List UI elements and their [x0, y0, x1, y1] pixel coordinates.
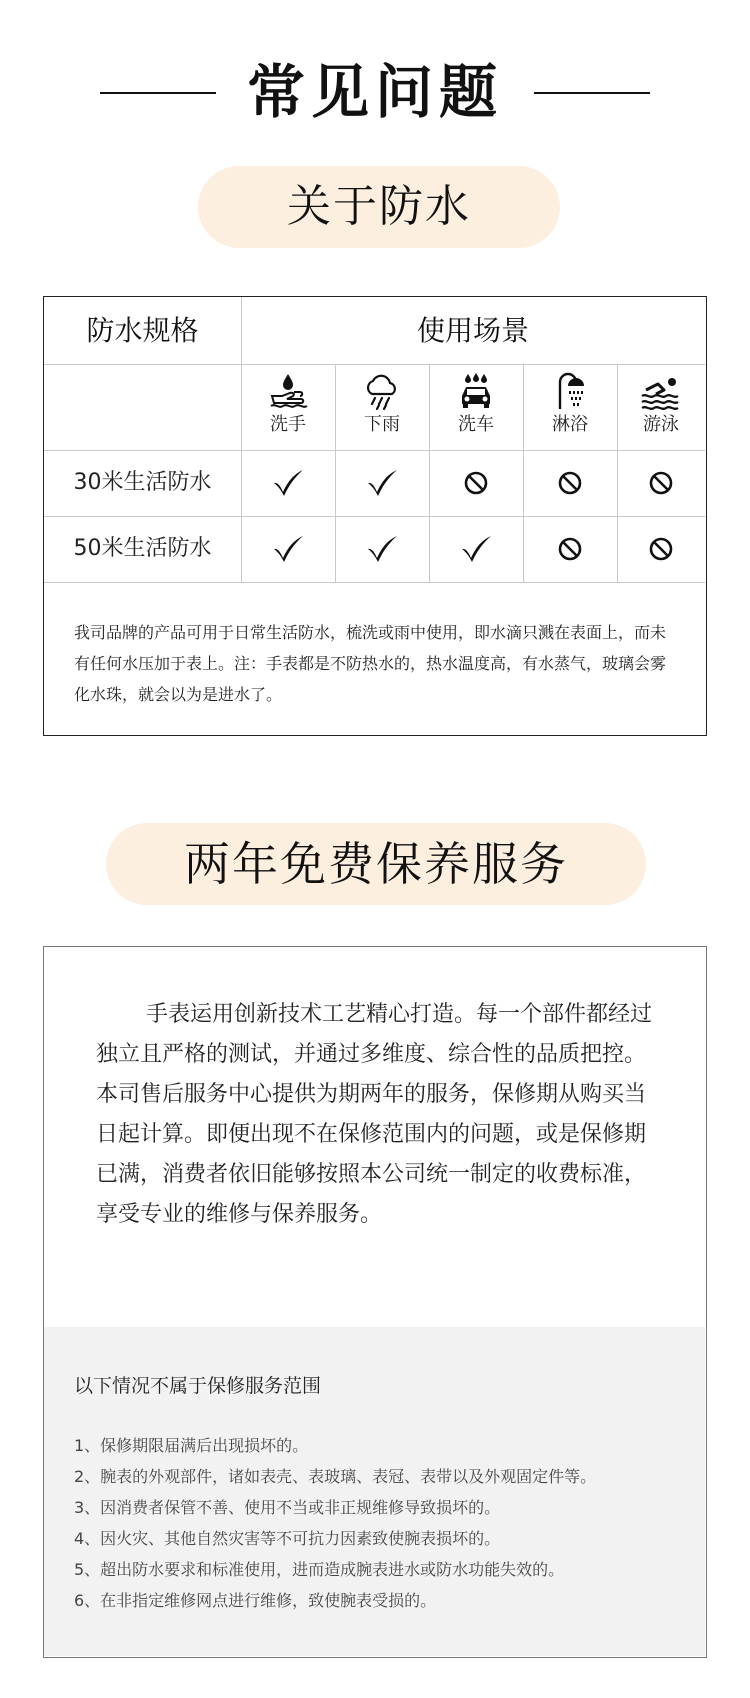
exclusions-title: 以下情况不属于保修服务范围 — [74, 1375, 322, 1397]
header-scene: 使用场景 — [416, 314, 529, 347]
row-label-30m: 30米生活防水 — [73, 470, 212, 495]
not-allowed-icon — [617, 516, 705, 582]
check-mark-icon — [335, 516, 429, 582]
swimming-icon — [617, 372, 705, 410]
check-mark-icon — [241, 450, 335, 516]
not-allowed-icon — [429, 450, 523, 516]
scene-rain — [335, 372, 429, 436]
waterproof-note: 我司品牌的产品可用于日常生活防水，梳洗或雨中使用，即水滴只溅在表面上，而未有任何水压加于表上。注：手表都是不防热水的，热水温度高，有水蒸气，玻璃会雾化水珠，就会以为是进水了。 — [74, 623, 667, 704]
scene-hand-wash — [241, 372, 335, 436]
section-title-waterproof: 关于防水 — [198, 166, 560, 248]
not-allowed-icon — [617, 450, 705, 516]
scene-label: 下雨 — [364, 414, 400, 435]
list-item: 2、腕表的外观部件，诸如表壳、表玻璃、表冠、表带以及外观固定件等。 — [74, 1467, 597, 1486]
not-allowed-icon — [523, 450, 617, 516]
table-divider — [44, 582, 705, 583]
header-spec: 防水规格 — [86, 314, 199, 347]
scene-shower — [523, 372, 617, 436]
not-allowed-icon — [523, 516, 617, 582]
waterproof-table — [43, 296, 707, 736]
scene-label: 游泳 — [643, 414, 679, 435]
scene-car-wash — [429, 372, 523, 436]
scene-swimming — [617, 372, 705, 436]
list-item: 5、超出防水要求和标准使用，进而造成腕表进水或防水功能失效的。 — [74, 1560, 565, 1579]
warranty-description — [96, 995, 661, 1235]
warranty-paragraph-1: 手表运用创新技术工艺精心打造。每一个部件都经过独立且严格的测试，并通过多维度、综合性的品质把控。 — [96, 1002, 653, 1067]
section-title-warranty: 两年免费保养服务 — [106, 823, 646, 905]
hand-wash-icon — [241, 372, 335, 410]
check-mark-icon — [429, 516, 523, 582]
row-label-50m: 50米生活防水 — [73, 536, 212, 561]
scene-label: 洗手 — [270, 414, 306, 435]
list-item: 3、因消费者保管不善、使用不当或非正规维修导致损坏的。 — [74, 1498, 501, 1517]
warranty-paragraph-2: 本司售后服务中心提供为期两年的服务，保修期从购买当日起计算。即便出现不在保修范围内的问题，或是保修期已满，消费者依旧能够按照本公司统一制定的收费标准，享受专业的维修与保养服务。 — [96, 1082, 647, 1227]
exclusions-panel — [44, 1327, 705, 1656]
warranty-box — [43, 946, 707, 1658]
list-item: 4、因火灾、其他自然灾害等不可抗力因素致使腕表损坏的。 — [74, 1529, 501, 1548]
table-divider — [44, 364, 705, 365]
list-item: 6、在非指定维修网点进行维修，致使腕表受损的。 — [74, 1591, 437, 1610]
shower-icon — [523, 372, 617, 410]
rain-cloud-icon — [335, 372, 429, 410]
scene-label: 洗车 — [458, 414, 494, 435]
exclusions-list — [74, 1430, 596, 1616]
page-title: 常见问题 — [246, 58, 503, 126]
list-item: 1、保修期限届满后出现损坏的。 — [74, 1436, 309, 1455]
scene-label: 淋浴 — [552, 414, 588, 435]
check-mark-icon — [241, 516, 335, 582]
check-mark-icon — [335, 450, 429, 516]
car-wash-icon — [429, 372, 523, 410]
